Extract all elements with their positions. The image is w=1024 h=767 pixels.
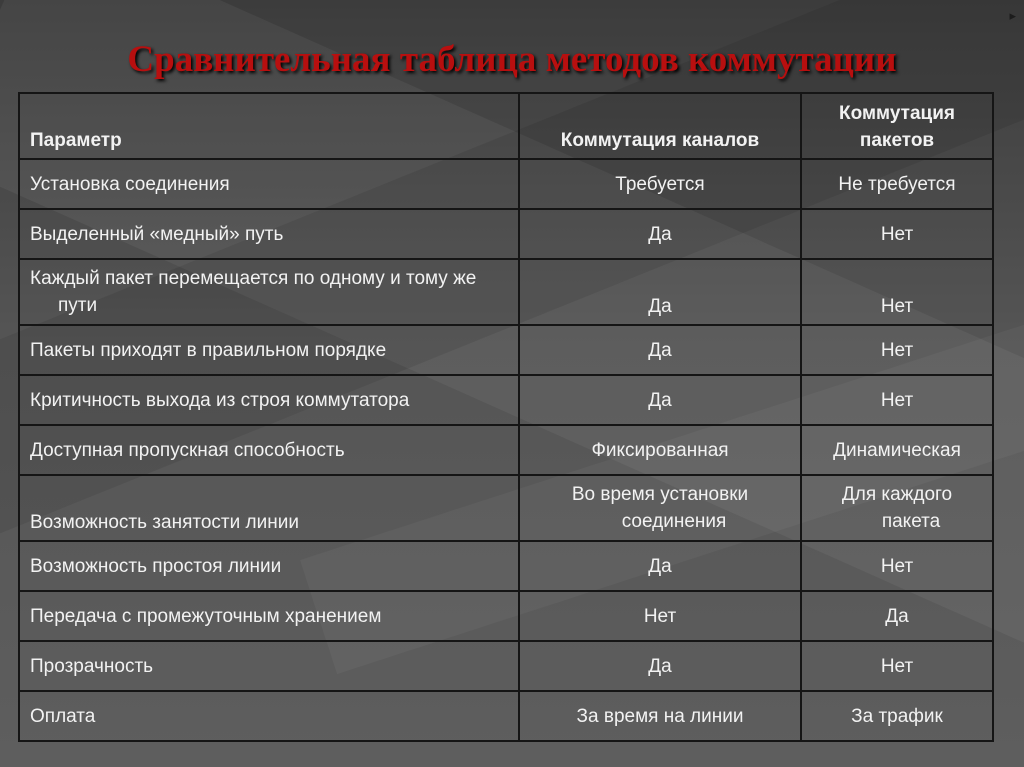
slide-title: Сравнительная таблица методов коммутации — [127, 39, 897, 80]
table-row — [19, 691, 993, 741]
cell-parameter: Пакеты приходят в правильном порядке — [19, 325, 519, 375]
cell-packet: Нет — [801, 375, 993, 425]
cell-packet: Нет — [801, 209, 993, 259]
cell-packet: Нет — [801, 541, 993, 591]
table-row — [19, 425, 993, 475]
slide-marker-icon: ▸ — [1009, 8, 1016, 23]
table-row — [19, 541, 993, 591]
cell-circuit: За время на линии — [519, 691, 801, 741]
cell-packet: За трафик — [801, 691, 993, 741]
cell-packet: Динамическая — [801, 425, 993, 475]
cell-circuit-text: Во время установки соединения — [571, 484, 749, 532]
cell-packet: Нет — [801, 259, 993, 325]
cell-packet: Нет — [801, 641, 993, 691]
cell-packet — [801, 475, 993, 541]
cell-circuit: Да — [519, 541, 801, 591]
cell-circuit: Фиксированная — [519, 425, 801, 475]
table-row — [19, 325, 993, 375]
cell-parameter: Выделенный «медный» путь — [19, 209, 519, 259]
cell-parameter: Критичность выхода из строя коммутатора — [19, 375, 519, 425]
table-header-row — [19, 93, 993, 159]
cell-parameter — [19, 259, 519, 325]
cell-packet: Да — [801, 591, 993, 641]
table-row — [19, 159, 993, 209]
table-row — [19, 591, 993, 641]
table-row — [19, 375, 993, 425]
cell-circuit: Нет — [519, 591, 801, 641]
cell-parameter: Доступная пропускная способность — [19, 425, 519, 475]
cell-parameter: Возможность занятости линии — [19, 475, 519, 541]
cell-parameter: Передача с промежуточным хранением — [19, 591, 519, 641]
cell-parameter: Оплата — [19, 691, 519, 741]
cell-circuit: Да — [519, 325, 801, 375]
cell-parameter-text: Каждый пакет перемещается по одному и тому же пути — [30, 268, 477, 316]
header-parameter: Параметр — [19, 93, 519, 159]
cell-circuit: Да — [519, 259, 801, 325]
table-row — [19, 641, 993, 691]
cell-circuit: Требуется — [519, 159, 801, 209]
cell-parameter: Возможность простоя линии — [19, 541, 519, 591]
cell-parameter: Установка соединения — [19, 159, 519, 209]
header-packet-switching: Коммутация пакетов — [801, 93, 993, 159]
cell-packet: Нет — [801, 325, 993, 375]
cell-circuit: Да — [519, 375, 801, 425]
cell-packet-text: Для каждого пакета — [841, 484, 953, 532]
table-row — [19, 209, 993, 259]
cell-circuit: Да — [519, 641, 801, 691]
header-circuit-switching: Коммутация каналов — [519, 93, 801, 159]
cell-packet: Не требуется — [801, 159, 993, 209]
cell-circuit — [519, 475, 801, 541]
comparison-table — [18, 92, 994, 742]
cell-circuit: Да — [519, 209, 801, 259]
table-row — [19, 475, 993, 541]
table-row — [19, 259, 993, 325]
cell-parameter: Прозрачность — [19, 641, 519, 691]
